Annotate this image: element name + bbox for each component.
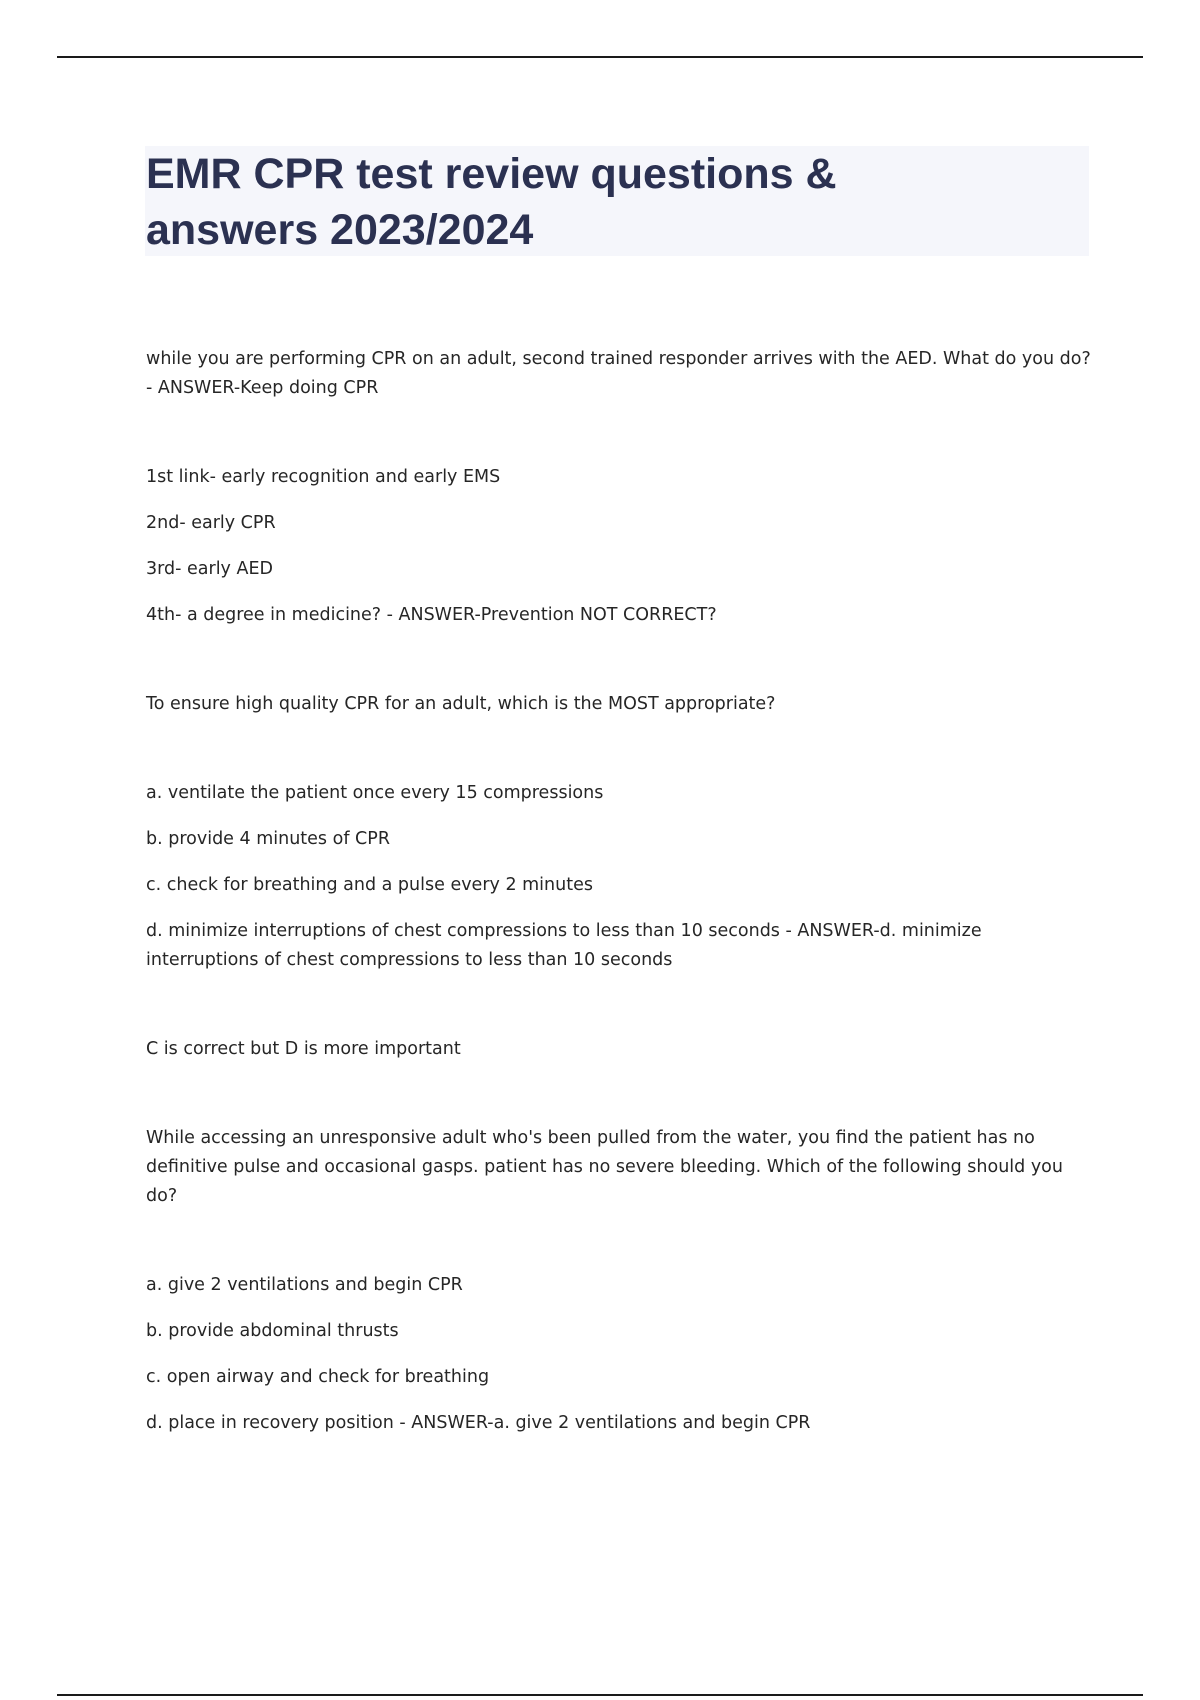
paragraph: 4th- a degree in medicine? - ANSWER-Prevention NOT CORRECT? <box>146 605 717 625</box>
paragraph: while you are performing CPR on an adult, second trained responder arrives with the AED. What do you do? - ANSWER-Keep doing CPR <box>146 349 1091 398</box>
paragraph: 3rd- early AED <box>146 559 273 579</box>
document-body <box>146 345 1096 1438</box>
paragraph: C is correct but D is more important <box>146 1039 461 1059</box>
paragraph: 1st link- early recognition and early EMS <box>146 467 501 487</box>
title-line-1: EMR CPR test review questions & <box>146 150 837 198</box>
paragraph: To ensure high quality CPR for an adult, which is the MOST appropriate? <box>146 694 776 714</box>
paragraph: a. ventilate the patient once every 15 compressions <box>146 783 604 803</box>
footer-rule <box>57 1694 1143 1696</box>
paragraph: c. open airway and check for breathing <box>146 1367 490 1387</box>
paragraph: 2nd- early CPR <box>146 513 276 533</box>
paragraph: a. give 2 ventilations and begin CPR <box>146 1275 463 1295</box>
paragraph: c. check for breathing and a pulse every 2 minutes <box>146 875 593 895</box>
paragraph: While accessing an unresponsive adult who's been pulled from the water, you find the patient has no definitive pulse and occasional gasps. patient has no severe bleeding. Which of the following should you do? <box>146 1128 1063 1206</box>
paragraph: b. provide abdominal thrusts <box>146 1321 399 1341</box>
paragraph: d. minimize interruptions of chest compressions to less than 10 seconds - ANSWER-d. minimize interruptions of chest compressions to less than 10 seconds <box>146 921 982 970</box>
title-line-2: answers 2023/2024 <box>146 206 534 254</box>
header-rule <box>57 56 1143 58</box>
document-title <box>146 146 1046 258</box>
paragraph: b. provide 4 minutes of CPR <box>146 829 390 849</box>
paragraph: d. place in recovery position - ANSWER-a. give 2 ventilations and begin CPR <box>146 1413 811 1433</box>
